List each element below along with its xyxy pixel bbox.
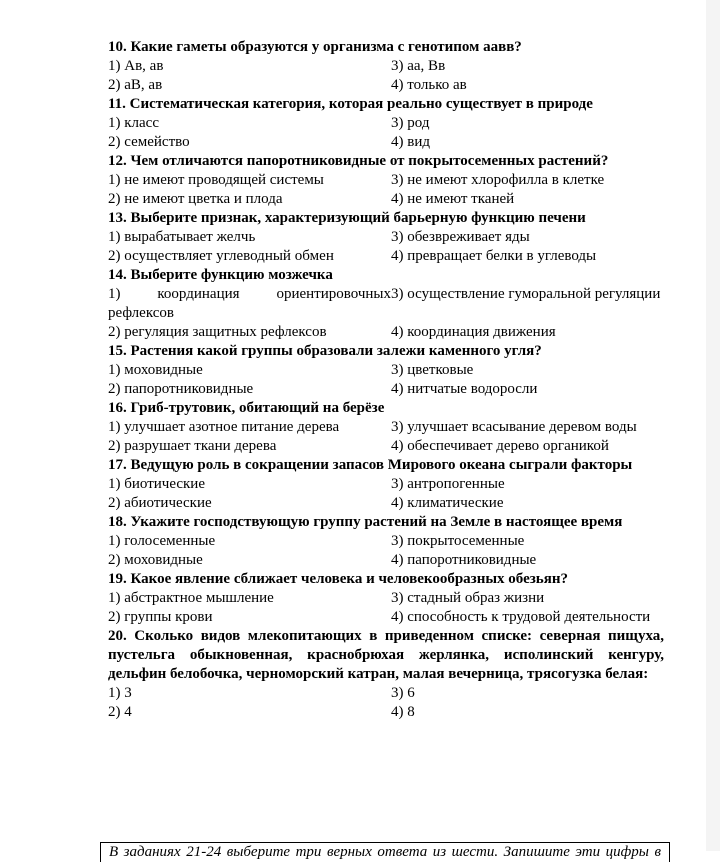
option-1: 1) вырабатывает желчь [108,229,256,245]
question-16 [108,399,664,456]
question-14 [108,266,664,342]
option-3: 3) род [391,115,430,131]
option-3: 3) осуществление гуморальной регуляции [391,286,661,302]
option-2: 2) группы крови [108,609,213,625]
question-18 [108,513,664,570]
option-1: 1) координация ориентировочных рефлексов [108,286,391,321]
question-17 [108,456,664,513]
answer-options [108,684,664,722]
question-20 [108,627,664,722]
answer-options [108,532,664,570]
question-13 [108,209,664,266]
answer-options [108,171,664,209]
question-title: 20. Сколько видов млекопитающих в приведенном списке: северная пищуха, пустельга обыкновенная, краснобрюхая жерлянка, исполинский кенгуру, дельфин белобочка, черноморский катран, малая вечерница, трясогузка белая: [108,628,664,682]
option-4: 4) вид [391,134,430,150]
question-title: 11. Систематическая категория, которая реально существует в природе [108,96,593,112]
option-2: 2) разрушает ткани дерева [108,438,277,454]
question-10 [108,38,664,95]
option-4: 4) способность к трудовой деятельности [391,609,651,625]
option-1: 1) Ав, ав [108,58,164,74]
question-title: 16. Гриб-трутовик, обитающий на берёзе [108,400,385,416]
option-1: 1) улучшает азотное питание дерева [108,419,340,435]
option-2: 2) моховидные [108,552,203,568]
option-3: 3) не имеют хлорофилла в клетке [391,172,605,188]
option-3: 3) стадный образ жизни [391,590,545,606]
option-4: 4) 8 [391,704,415,720]
option-3: 3) улучшает всасывание деревом воды [391,419,637,435]
option-3: 3) 6 [391,685,415,701]
option-1: 1) абстрактное мышление [108,590,274,606]
option-2: 2) не имеют цветка и плода [108,191,283,207]
answer-options [108,475,664,513]
option-4: 4) только ав [391,77,467,93]
question-title: 17. Ведущую роль в сокращении запасов Мирового океана сыграли факторы [108,457,633,473]
option-1: 1) голосеменные [108,533,216,549]
worksheet [108,38,664,722]
option-2: 2) аВ, ав [108,77,163,93]
question-title: 13. Выберите признак, характеризующий барьерную функцию печени [108,210,586,226]
option-4: 4) не имеют тканей [391,191,515,207]
question-title: 10. Какие гаметы образуются у организма с генотипом аавв? [108,39,522,55]
question-title: 19. Какое явление сближает человека и человекообразных обезьян? [108,571,568,587]
answer-options [108,285,664,342]
option-4: 4) нитчатые водоросли [391,381,538,397]
answer-options [108,589,664,627]
option-4: 4) папоротниковидные [391,552,537,568]
page-edge [706,0,720,851]
question-title: 14. Выберите функцию мозжечка [108,267,333,283]
option-2: 2) абиотические [108,495,212,511]
question-11 [108,95,664,152]
question-15 [108,342,664,399]
question-title: 12. Чем отличаются папоротниковидные от покрытосеменных растений? [108,153,609,169]
question-title: 18. Укажите господствующую группу растений на Земле в настоящее время [108,514,623,530]
question-12 [108,152,664,209]
option-3: 3) аа, Вв [391,58,446,74]
option-3: 3) цветковые [391,362,474,378]
option-4: 4) обеспечивает дерево органикой [391,438,609,454]
question-19 [108,570,664,627]
option-1: 1) моховидные [108,362,203,378]
option-4: 4) координация движения [391,324,556,340]
option-1: 1) 3 [108,685,132,701]
option-4: 4) климатические [391,495,504,511]
option-2: 2) семейство [108,134,190,150]
answer-options [108,418,664,456]
option-3: 3) покрытосеменные [391,533,525,549]
option-3: 3) обезвреживает яды [391,229,530,245]
option-2: 2) папоротниковидные [108,381,254,397]
answer-options [108,361,664,399]
option-1: 1) класс [108,115,159,131]
option-1: 1) биотические [108,476,205,492]
option-1: 1) не имеют проводящей системы [108,172,324,188]
question-title: 15. Растения какой группы образовали залежи каменного угля? [108,343,542,359]
option-4: 4) превращает белки в углеводы [391,248,597,264]
answer-options [108,57,664,95]
option-3: 3) антропогенные [391,476,505,492]
option-2: 2) 4 [108,704,132,720]
answer-options [108,114,664,152]
option-2: 2) регуляция защитных рефлексов [108,324,327,340]
option-2: 2) осуществляет углеводный обмен [108,248,334,264]
instruction-box: В заданиях 21-24 выберите три верных ответа из шести. Запишите эти цифры в [100,842,670,862]
answer-options [108,228,664,266]
